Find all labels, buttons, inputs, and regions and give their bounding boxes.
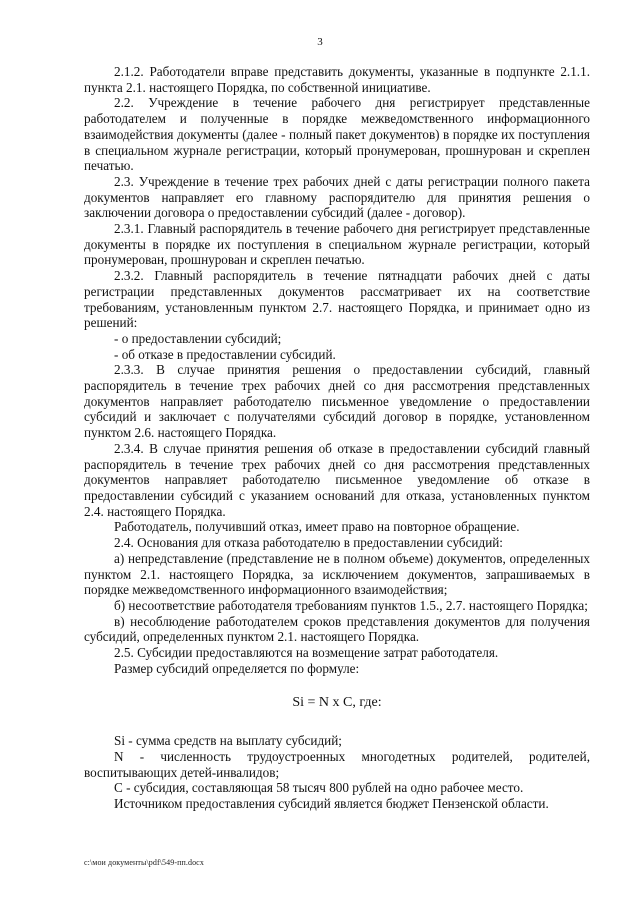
definition-n: N - численность трудоустроенных многодетных родителей, родителей, воспитывающих детей-инвалидов;: [84, 748, 590, 780]
definition-si: Si - сумма средств на выплату субсидий;: [114, 733, 342, 749]
paragraph-2-2: 2.2. Учреждение в течение рабочего дня регистрирует представленные работодателем и полученные в порядке межведомственного информационного взаимодействия документы (далее - полный пакет документов) в порядке их поступления в специальном журнале регистрации, который пронумерован, прошнурован и скреплен печатью.: [84, 95, 590, 174]
formula: Si = N x C, где:: [292, 695, 382, 711]
document-body: [84, 64, 590, 812]
paragraph-2-3: 2.3. Учреждение в течение трех рабочих дней с даты регистрации полного пакета документов направляет его главному распорядителю для принятия решения о заключении договора о предоставлении субсидий (далее - договор).: [84, 173, 590, 221]
footer-file-path: c:\мои документы\pdf\549-пп.docx: [84, 858, 204, 867]
list-item-decision-grant: - о предоставлении субсидий;: [114, 330, 282, 346]
paragraph-2-1-2: 2.1.2. Работодатели вправе представить документы, указанные в подпункте 2.1.1. пункта 2.1. настоящего Порядка, по собственной инициативе.: [84, 64, 590, 95]
paragraph-formula-intro: Размер субсидий определяется по формуле:: [114, 660, 360, 676]
paragraph-2-3-1: 2.3.1. Главный распорядитель в течение рабочего дня регистрирует представленные документы в порядке их поступления в специальном журнале регистрации, который пронумерован, прошнурован и скреплен печатью.: [84, 221, 590, 268]
list-item-reason-a: а) непредставление (представление не в полном объеме) документов, определенных пунктом 2.1. настоящего Порядка, за исключением документов, запрашиваемых в порядке межведомственного информационного взаимодействия;: [84, 550, 590, 598]
paragraph-funding-source: Источником предоставления субсидий является бюджет Пензенской области.: [114, 795, 549, 811]
paragraph-2-5: 2.5. Субсидии предоставляются на возмещение затрат работодателя.: [114, 645, 499, 661]
page-number: 3: [317, 36, 323, 48]
paragraph-2-4: 2.4. Основания для отказа работодателю в предоставлении субсидий:: [114, 535, 503, 551]
paragraph-repeat-request: Работодатель, получивший отказ, имеет право на повторное обращение.: [114, 519, 520, 535]
definition-c: C - субсидия, составляющая 58 тысяч 800 рублей на одно рабочее место.: [114, 780, 524, 796]
paragraph-2-3-4: 2.3.4. В случае принятия решения об отказе в предоставлении субсидий главный распорядитель в течение трех рабочих дней со дня рассмотрения представленных документов направляет работодателю письменное уведомление об отказе в предоставлении субсидий с указанием оснований для отказа, установленных пунктом 2.4. настоящего Порядка.: [84, 440, 590, 519]
list-item-reason-b: б) несоответствие работодателя требованиям пунктов 1.5., 2.7. настоящего Порядка;: [114, 597, 588, 613]
paragraph-2-3-3: 2.3.3. В случае принятия решения о предоставлении субсидий, главный распорядитель в течение трех рабочих дней со дня рассмотрения представленных документов направляет работодателю письменное уведомление о предоставлении субсидий и заключает с получателями субсидий договор в порядке, установленном пунктом 2.6. настоящего Порядка.: [84, 362, 590, 441]
paragraph-2-3-2: 2.3.2. Главный распорядитель в течение пятнадцати рабочих дней с даты регистрации представленных документов рассматривает их на соответствие требованиям, установленным пунктом 2.7. настоящего Порядка, и принимает одно из решений:: [84, 268, 590, 331]
list-item-decision-refuse: - об отказе в предоставлении субсидий.: [114, 346, 336, 362]
list-item-reason-c: в) несоблюдение работодателем сроков представления документов для получения субсидий, определенных пунктом 2.1. настоящего Порядка.: [84, 613, 590, 645]
